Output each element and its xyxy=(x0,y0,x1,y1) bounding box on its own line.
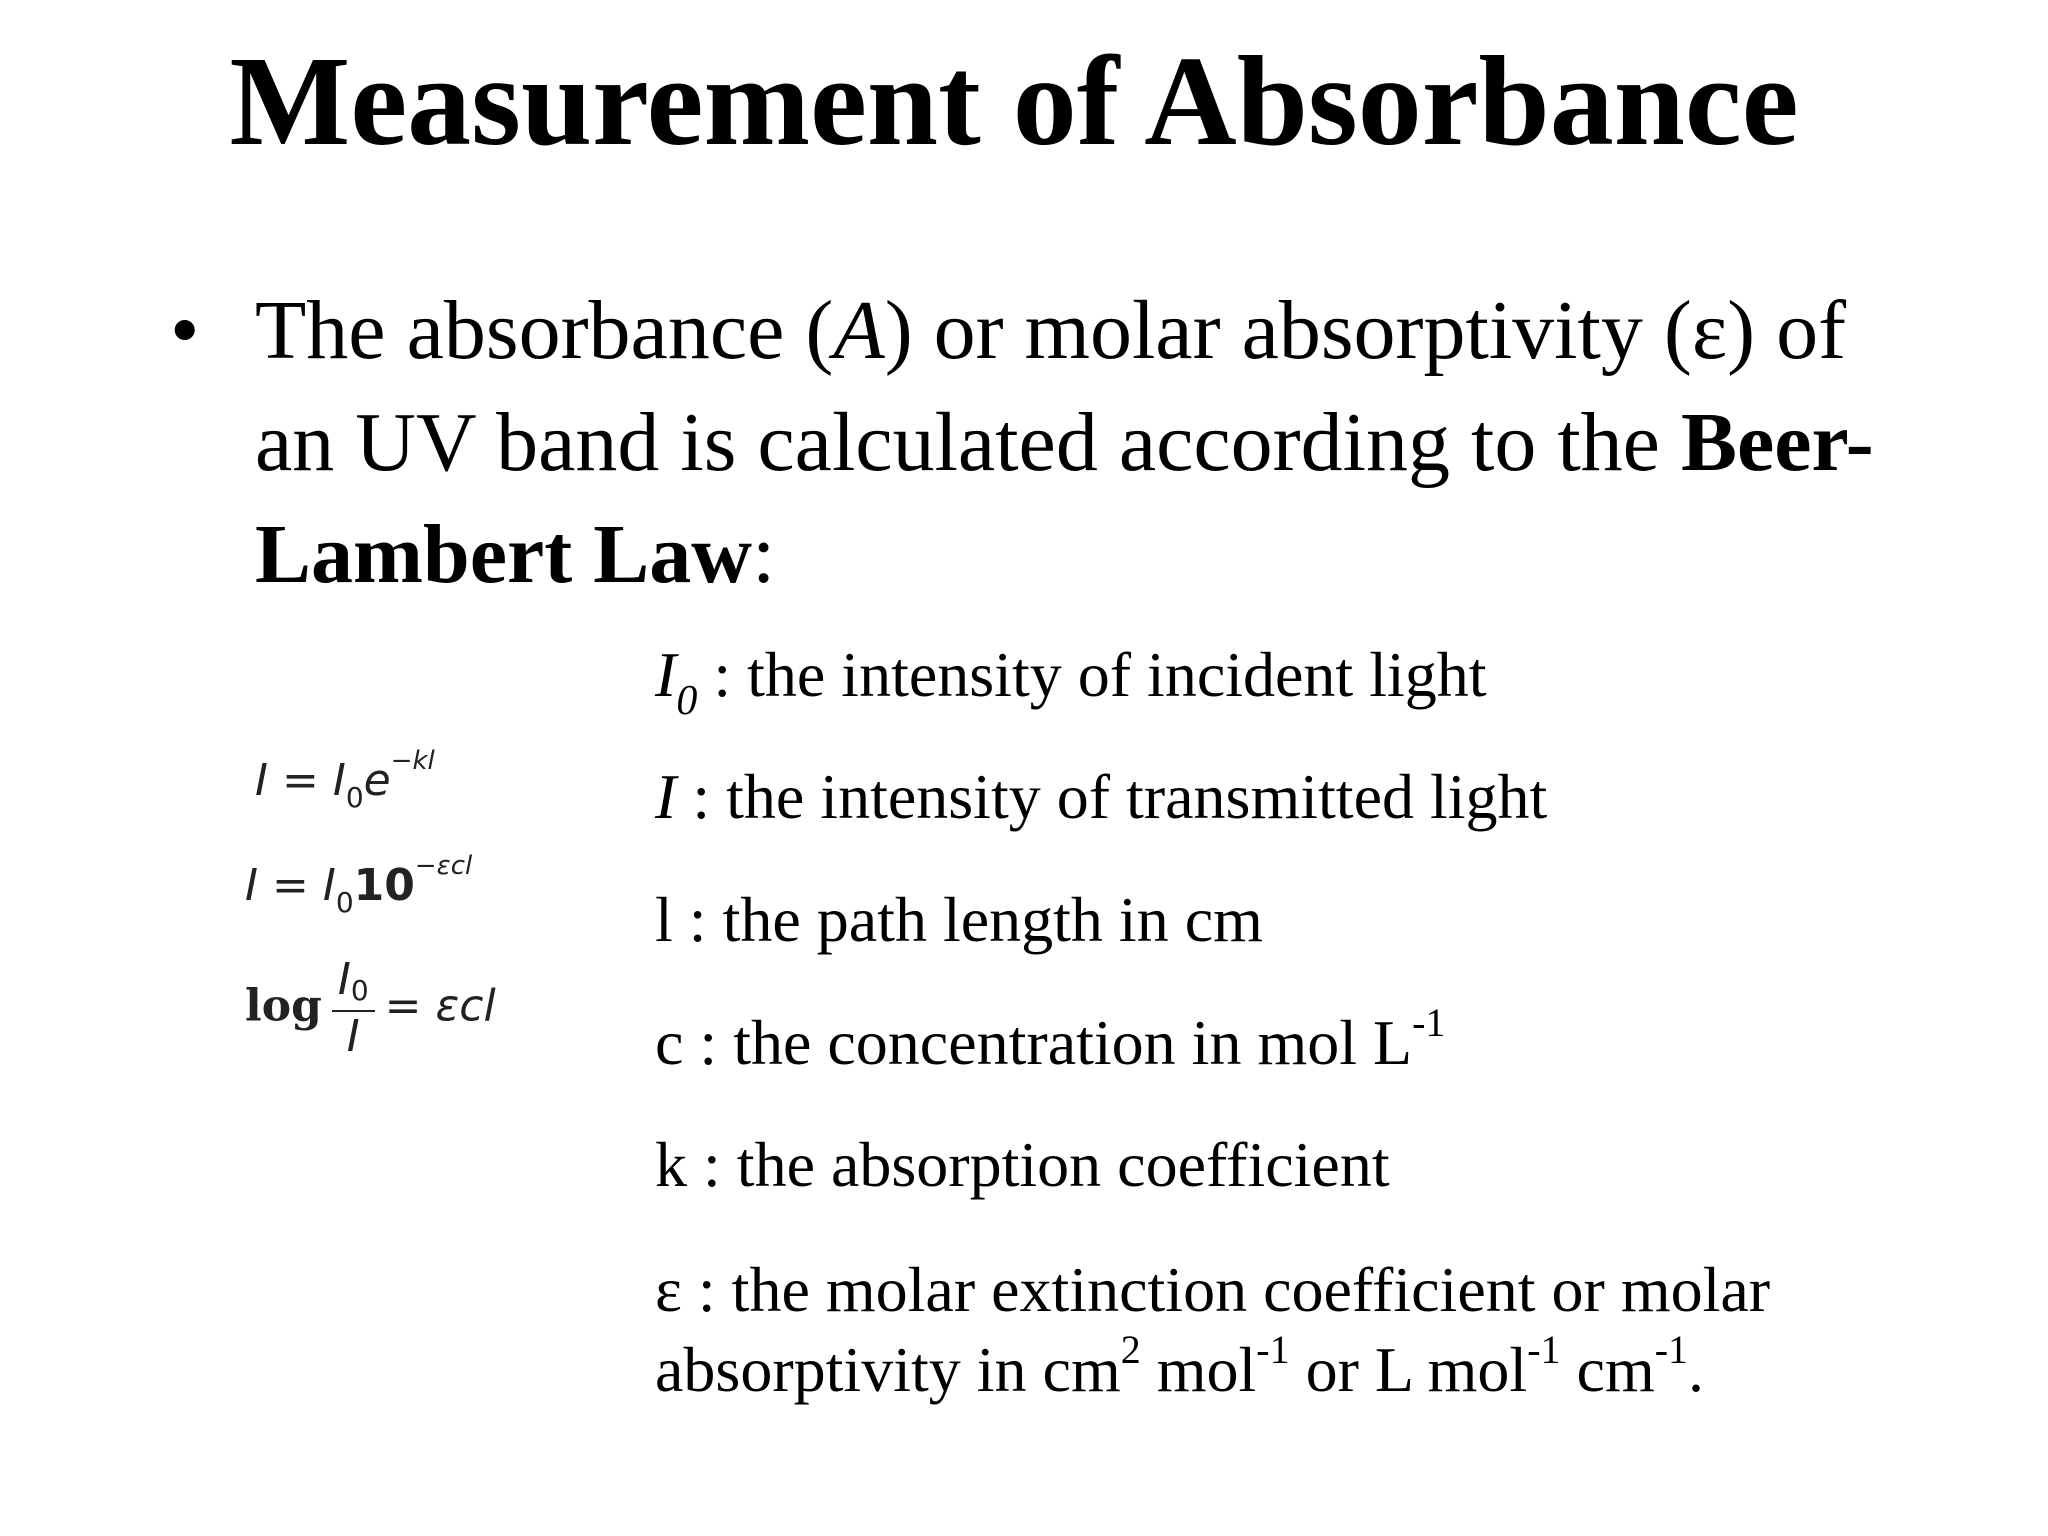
definition-transmitted-intensity: I : the intensity of transmitted light xyxy=(655,761,1548,832)
equations-block xyxy=(245,740,565,1100)
fraction: $\frac{I0}{I}$ xyxy=(332,955,375,1062)
beer-lambert-law-label: Beer-Lambert Law xyxy=(255,396,1874,601)
equation-exponential: $I = I_0e^{-kl}$ xyxy=(255,746,435,814)
definition-path-length: l : the path length in cm xyxy=(655,884,1263,955)
definition-molar-absorptivity: ε : the molar extinction coefficient or molar absorptivity in $cm^2$ mol$^{-1}$ or L mol$^{-1}$ $cm^{-1}$. xyxy=(655,1254,1771,1405)
absorbance-symbol: A xyxy=(833,284,885,377)
bullet-text-part1: The absorbance ( xyxy=(255,284,834,377)
equation-log-form: log $\frac{I0}{I}$ = εcl xyxy=(245,954,496,1062)
definition-concentration: c : the concentration in mol $L^{-1}$ xyxy=(655,999,1446,1078)
equation-base10: $I = I_010^{-\varepsilon cl}$ xyxy=(245,851,473,919)
definition-incident-intensity: $I_0$ : the intensity of incident light xyxy=(655,639,1487,724)
bullet-text-part2: ) or molar absorptivity (ε) of an UV band is calculated according to the xyxy=(255,284,1847,489)
bullet-marker: • xyxy=(170,284,200,377)
slide-title: Measurement of Absorbance xyxy=(229,30,1799,172)
bullet-text xyxy=(255,275,1915,611)
bullet-text-part3: : xyxy=(751,508,776,601)
definition-absorption-coefficient: k : the absorption coefficient xyxy=(655,1129,1390,1200)
